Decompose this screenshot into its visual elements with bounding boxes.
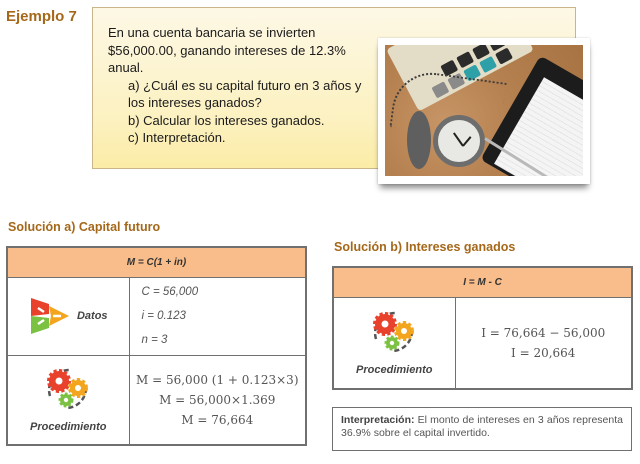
question-b: b) Calcular los intereses ganados. (128, 112, 325, 128)
step: M = 56,000 (1 + 0.123×3) (136, 372, 299, 387)
solution-b-heading: Solución b) Intereses ganados (334, 240, 516, 254)
question-c: c) Interpretación. (128, 130, 226, 145)
photo-frame (378, 38, 590, 184)
datum-i: i = 0.123 (141, 310, 186, 322)
solution-a-heading: Solución a) Capital futuro (8, 220, 161, 234)
problem-line: En una cuenta bancaria se invierten (108, 25, 316, 40)
step: M = 76,664 (181, 412, 254, 427)
problem-line: $56,000.00, ganando intereses de 12.3% (108, 42, 346, 58)
formula-header: M = C(1 + in) (7, 247, 306, 277)
step: M = 56,000×1.369 (159, 392, 276, 407)
gears-icon (368, 309, 420, 353)
interpretation-label: Interpretación: (341, 414, 415, 426)
formula-header: I = M - C (333, 267, 632, 297)
procedure-steps (455, 297, 632, 389)
procedimiento-label: Procedimiento (30, 421, 107, 434)
interpretation-text: El monto de intereses en 3 años representa 36.9% sobre el capital invertido. (341, 414, 623, 439)
gears-icon (42, 366, 94, 410)
procedimiento-label: Procedimiento (356, 364, 433, 377)
solution-b-table (332, 266, 633, 390)
solution-a-table (6, 246, 307, 446)
step: I = 20,664 (511, 345, 576, 360)
example-title: Ejemplo 7 (6, 8, 77, 25)
finance-photo (385, 45, 583, 176)
pocket-watch-icon (433, 115, 485, 167)
datum-n: n = 3 (141, 334, 168, 346)
datos-label: Datos (76, 310, 108, 322)
step: I = 76,664 − 56,000 (481, 325, 606, 340)
procedure-steps (129, 355, 306, 445)
datum-c: C = 56,000 (141, 286, 199, 298)
problem-statement (108, 24, 378, 147)
datos-values (129, 277, 306, 355)
question-a-cont: los intereses ganados? (128, 95, 262, 110)
datos-cell (7, 277, 129, 355)
question-a: a) ¿Cuál es su capital futuro en 3 años y (128, 77, 362, 93)
procedimiento-cell (333, 297, 455, 389)
problem-line: anual. (108, 60, 144, 75)
watch-lid (407, 111, 431, 169)
procedimiento-cell (7, 355, 129, 445)
interpretation-box (332, 407, 632, 451)
data-triangle-icon (29, 296, 71, 336)
